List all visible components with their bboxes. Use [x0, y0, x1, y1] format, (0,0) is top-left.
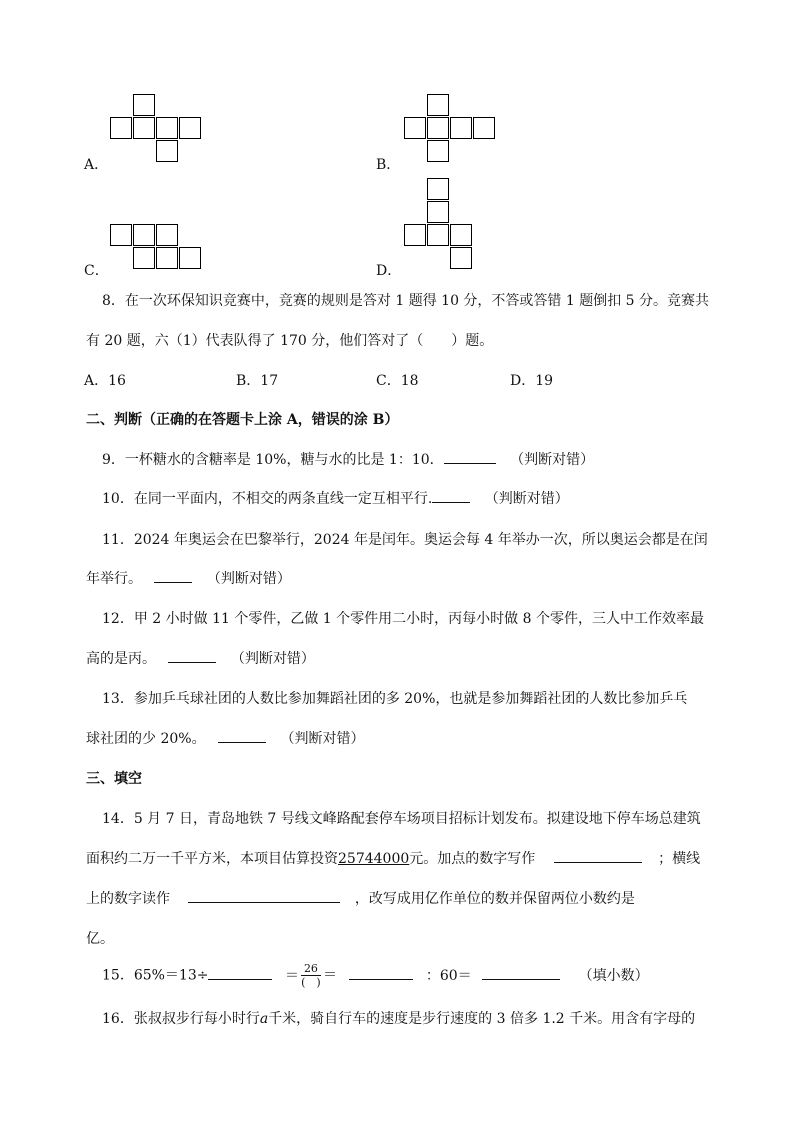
q15-fraction [301, 962, 321, 989]
q16-text-a: 16．张叔叔步行每小时行 [102, 1011, 260, 1027]
q16-text-b: 千米，骑自行车的速度是步行速度的 3 倍多 1.2 千米。用含有字母的 [268, 1011, 696, 1027]
q8-option-a: A．16 [84, 373, 126, 389]
question-9 [102, 449, 594, 469]
question-10 [102, 488, 569, 508]
question-12-line2 [86, 648, 315, 668]
q11-line2-text: 年举行。 [86, 571, 142, 587]
q9-answer-blank[interactable] [444, 449, 496, 464]
q10-suffix: （判断对错） [484, 491, 569, 507]
q12-suffix: （判断对错） [230, 651, 315, 667]
question-12-line1: 12．甲 2 小时做 11 个零件，乙做 1 个零件用二小时，丙每小时做 8 个零件，三人中工作效率最 [102, 611, 704, 627]
q14-line2-b: 元。加点的数字写作 [409, 851, 536, 867]
q14-line2-c: ；横线 [658, 851, 701, 867]
q14-line3-a: 上的数字读作 [86, 891, 170, 907]
question-13-line1: 13．参加乒乓球社团的人数比参加舞蹈社团的多 20%，也就是参加舞蹈社团的人数比参加乒乓 [102, 691, 688, 707]
question-11-line2 [86, 568, 291, 588]
q15-blank-2[interactable] [349, 965, 413, 980]
q14-line2-a: 面积约二万一千平方米，本项目估算投资 [86, 851, 338, 867]
q14-line3-b: ，改写成用亿作单位的数并保留两位小数约是 [354, 891, 635, 907]
question-15 [102, 962, 649, 989]
q8-option-b: B．17 [236, 373, 279, 389]
q13-answer-blank[interactable] [218, 728, 266, 743]
q15-frac-den[interactable]: ( ) [301, 976, 321, 989]
q11-answer-blank[interactable] [154, 568, 192, 583]
q13-suffix: （判断对错） [280, 731, 365, 747]
q15-suffix: （填小数） [578, 967, 649, 984]
q16-variable: a [259, 1011, 269, 1027]
option-a-label: A． [84, 157, 109, 173]
q8-option-d: D．19 [510, 373, 554, 389]
q12-answer-blank[interactable] [168, 648, 216, 663]
q8-option-c: C．18 [376, 373, 419, 389]
q14-blank-1[interactable] [554, 848, 642, 863]
section-2-heading: 二、判断（正确的在答题卡上涂 A，错误的涂 B） [86, 412, 399, 428]
q11-suffix: （判断对错） [206, 571, 291, 587]
q15-blank-3[interactable] [482, 965, 560, 980]
q10-answer-blank[interactable] [432, 488, 470, 503]
question-8-line1: 8．在一次环保知识竞赛中，竞赛的规则是答对 1 题得 10 分，不答或答错 1 题倒扣 5 分。竞赛共 [102, 293, 710, 309]
q15-colon60: ：60＝ [425, 967, 472, 984]
question-9-text: 9．一杯糖水的含糖率是 10%，糖与水的比是 1：10． [102, 452, 444, 468]
q13-line2-text: 球社团的少 20%。 [86, 731, 206, 747]
option-d-label: D． [376, 263, 402, 279]
option-b-label: B． [376, 157, 401, 173]
q15-eq: ＝ [284, 967, 299, 984]
question-14-line3 [86, 888, 635, 908]
q15-prefix: 15．65%＝13÷ [102, 967, 209, 984]
q15-blank-1[interactable] [208, 965, 272, 980]
option-c-label: C． [84, 263, 109, 279]
q14-blank-2[interactable] [188, 888, 340, 903]
question-11-line1: 11．2024 年奥运会在巴黎举行，2024 年是闰年。奥运会每 4 年举办一次，所以奥运会都是在闰 [102, 532, 708, 548]
question-14-line1: 14．5 月 7 日，青岛地铁 7 号线文峰路配套停车场项目招标计划发布。拟建设地下停车场总建筑 [102, 811, 701, 827]
question-8-line2: 有 20 题，六（1）代表队得了 170 分，他们答对了（ ）题。 [86, 333, 494, 349]
q14-investment-number: 25744000 [338, 851, 410, 867]
q15-eq2: ＝ [322, 967, 337, 984]
question-14-line2 [86, 848, 700, 868]
question-16 [102, 1008, 695, 1028]
question-13-line2 [86, 728, 364, 748]
question-14-line4: 亿。 [86, 931, 114, 947]
question-10-text: 10．在同一平面内，不相交的两条直线一定互相平行. [102, 491, 433, 507]
section-3-heading: 三、填空 [86, 771, 142, 787]
q12-line2-text: 高的是丙。 [86, 651, 156, 667]
q15-frac-num: 26 [301, 962, 321, 976]
q9-suffix: （判断对错） [510, 452, 595, 468]
